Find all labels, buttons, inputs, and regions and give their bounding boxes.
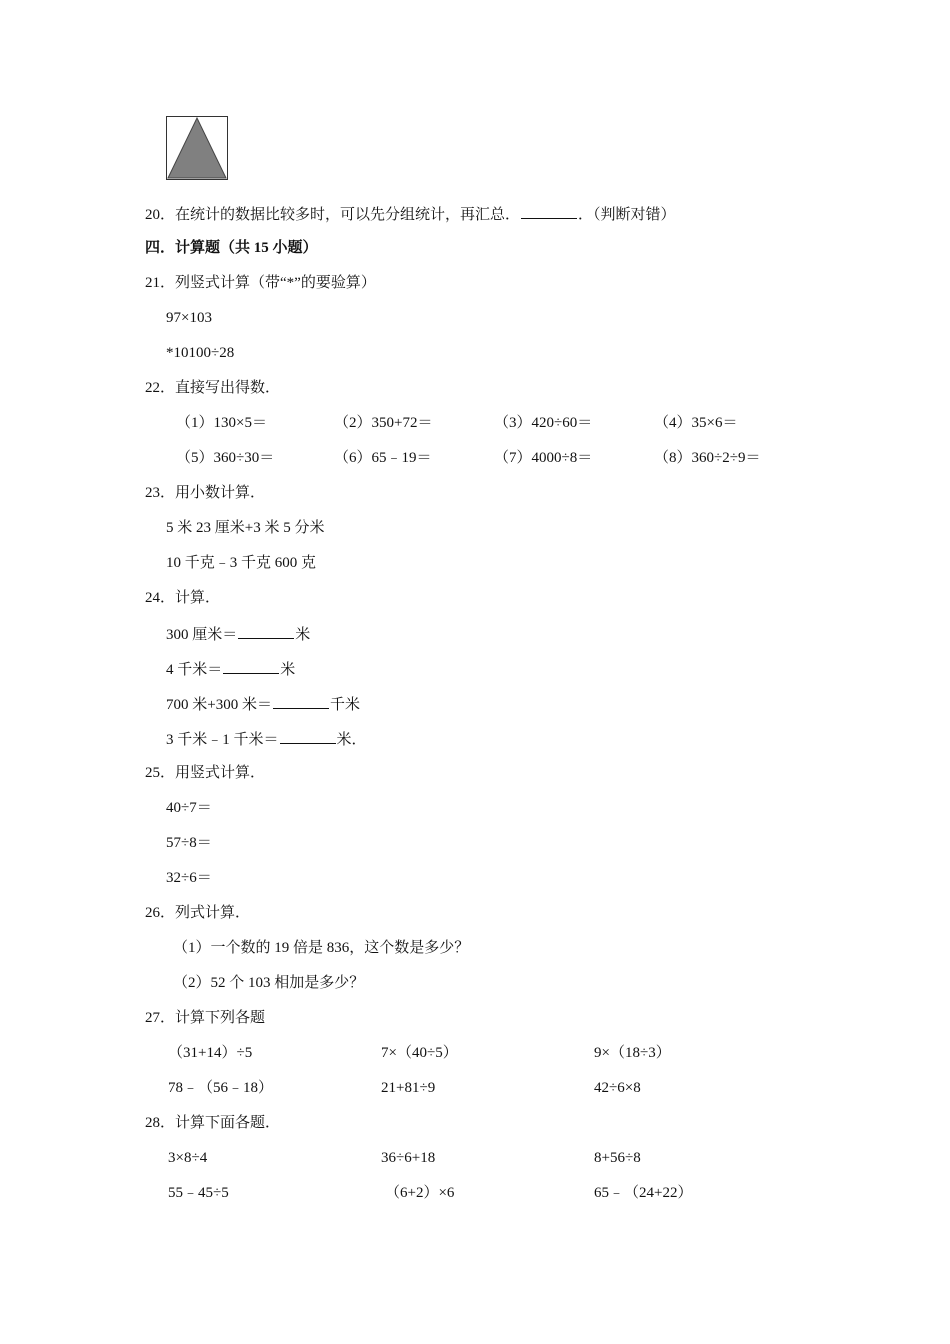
q21-item: 97×103 [166, 310, 212, 326]
q24-item: 3 千米﹣1 千米＝ 米． [166, 728, 367, 750]
q28-item: 3×8÷4 [168, 1150, 208, 1166]
q27-item: 9×（18÷3） [594, 1045, 671, 1061]
q28-item: （6+2）×6 [385, 1185, 455, 1201]
q27-item: （31+14）÷5 [168, 1045, 253, 1061]
q25-item: 57÷8＝ [166, 835, 212, 851]
q25-item: 40÷7＝ [166, 800, 212, 816]
q22-item: （2）350+72＝ [334, 415, 433, 431]
q26-item: （1）一个数的 19 倍是 836，这个数是多少？ [173, 940, 470, 956]
question-26-title: 26．列式计算． [145, 905, 251, 921]
q22-item: （3）420÷60＝ [494, 415, 593, 431]
q28-item: 65﹣（24+22） [594, 1185, 693, 1201]
question-22-title: 22．直接写出得数． [145, 380, 281, 396]
answer-blank[interactable] [521, 203, 577, 219]
question-20: 20．在统计的数据比较多时，可以先分组统计，再汇总． ．（判断对错） [145, 203, 676, 225]
q27-item: 21+81÷9 [381, 1080, 436, 1096]
q24-item: 4 千米＝ 米 [166, 658, 295, 680]
q22-item: （4）35×6＝ [654, 415, 738, 431]
triangle-icon [167, 117, 227, 179]
q22-item: （8）360÷2÷9＝ [654, 450, 761, 466]
q22-item: （7）4000÷8＝ [494, 450, 593, 466]
question-25-title: 25．用竖式计算． [145, 765, 266, 781]
answer-blank[interactable] [273, 693, 329, 709]
q28-item: 8+56÷8 [594, 1150, 641, 1166]
q24-item: 700 米+300 米＝ 千米 [166, 693, 360, 715]
q28-item: 36÷6+18 [381, 1150, 436, 1166]
q25-item: 32÷6＝ [166, 870, 212, 886]
answer-blank[interactable] [280, 728, 336, 744]
q24-item: 300 厘米＝ 米 [166, 623, 310, 645]
q21-item: *10100÷28 [166, 345, 235, 361]
question-28-title: 28．计算下面各题． [145, 1115, 281, 1131]
q22-item: （6）65﹣19＝ [334, 450, 432, 466]
q23-item: 5 米 23 厘米+3 米 5 分米 [166, 520, 325, 536]
q27-item: 7×（40÷5） [381, 1045, 458, 1061]
q23-item: 10 千克﹣3 千克 600 克 [166, 555, 317, 571]
question-23-title: 23．用小数计算． [145, 485, 266, 501]
q27-item: 78﹣（56﹣18） [168, 1080, 274, 1096]
q22-item: （1）130×5＝ [176, 415, 267, 431]
q26-item: （2）52 个 103 相加是多少？ [173, 975, 365, 991]
question-27-title: 27．计算下列各题 [145, 1010, 266, 1026]
question-21-title: 21．列竖式计算（带“*”的要验算） [145, 275, 376, 291]
answer-blank[interactable] [238, 623, 294, 639]
q28-item: 55﹣45÷5 [168, 1185, 229, 1201]
triangle-in-square-figure [166, 116, 228, 180]
q22-item: （5）360÷30＝ [176, 450, 275, 466]
question-24-title: 24．计算． [145, 590, 221, 606]
section-title: 四．计算题（共 15 小题） [145, 240, 318, 256]
answer-blank[interactable] [223, 658, 279, 674]
q27-item: 42÷6×8 [594, 1080, 641, 1096]
